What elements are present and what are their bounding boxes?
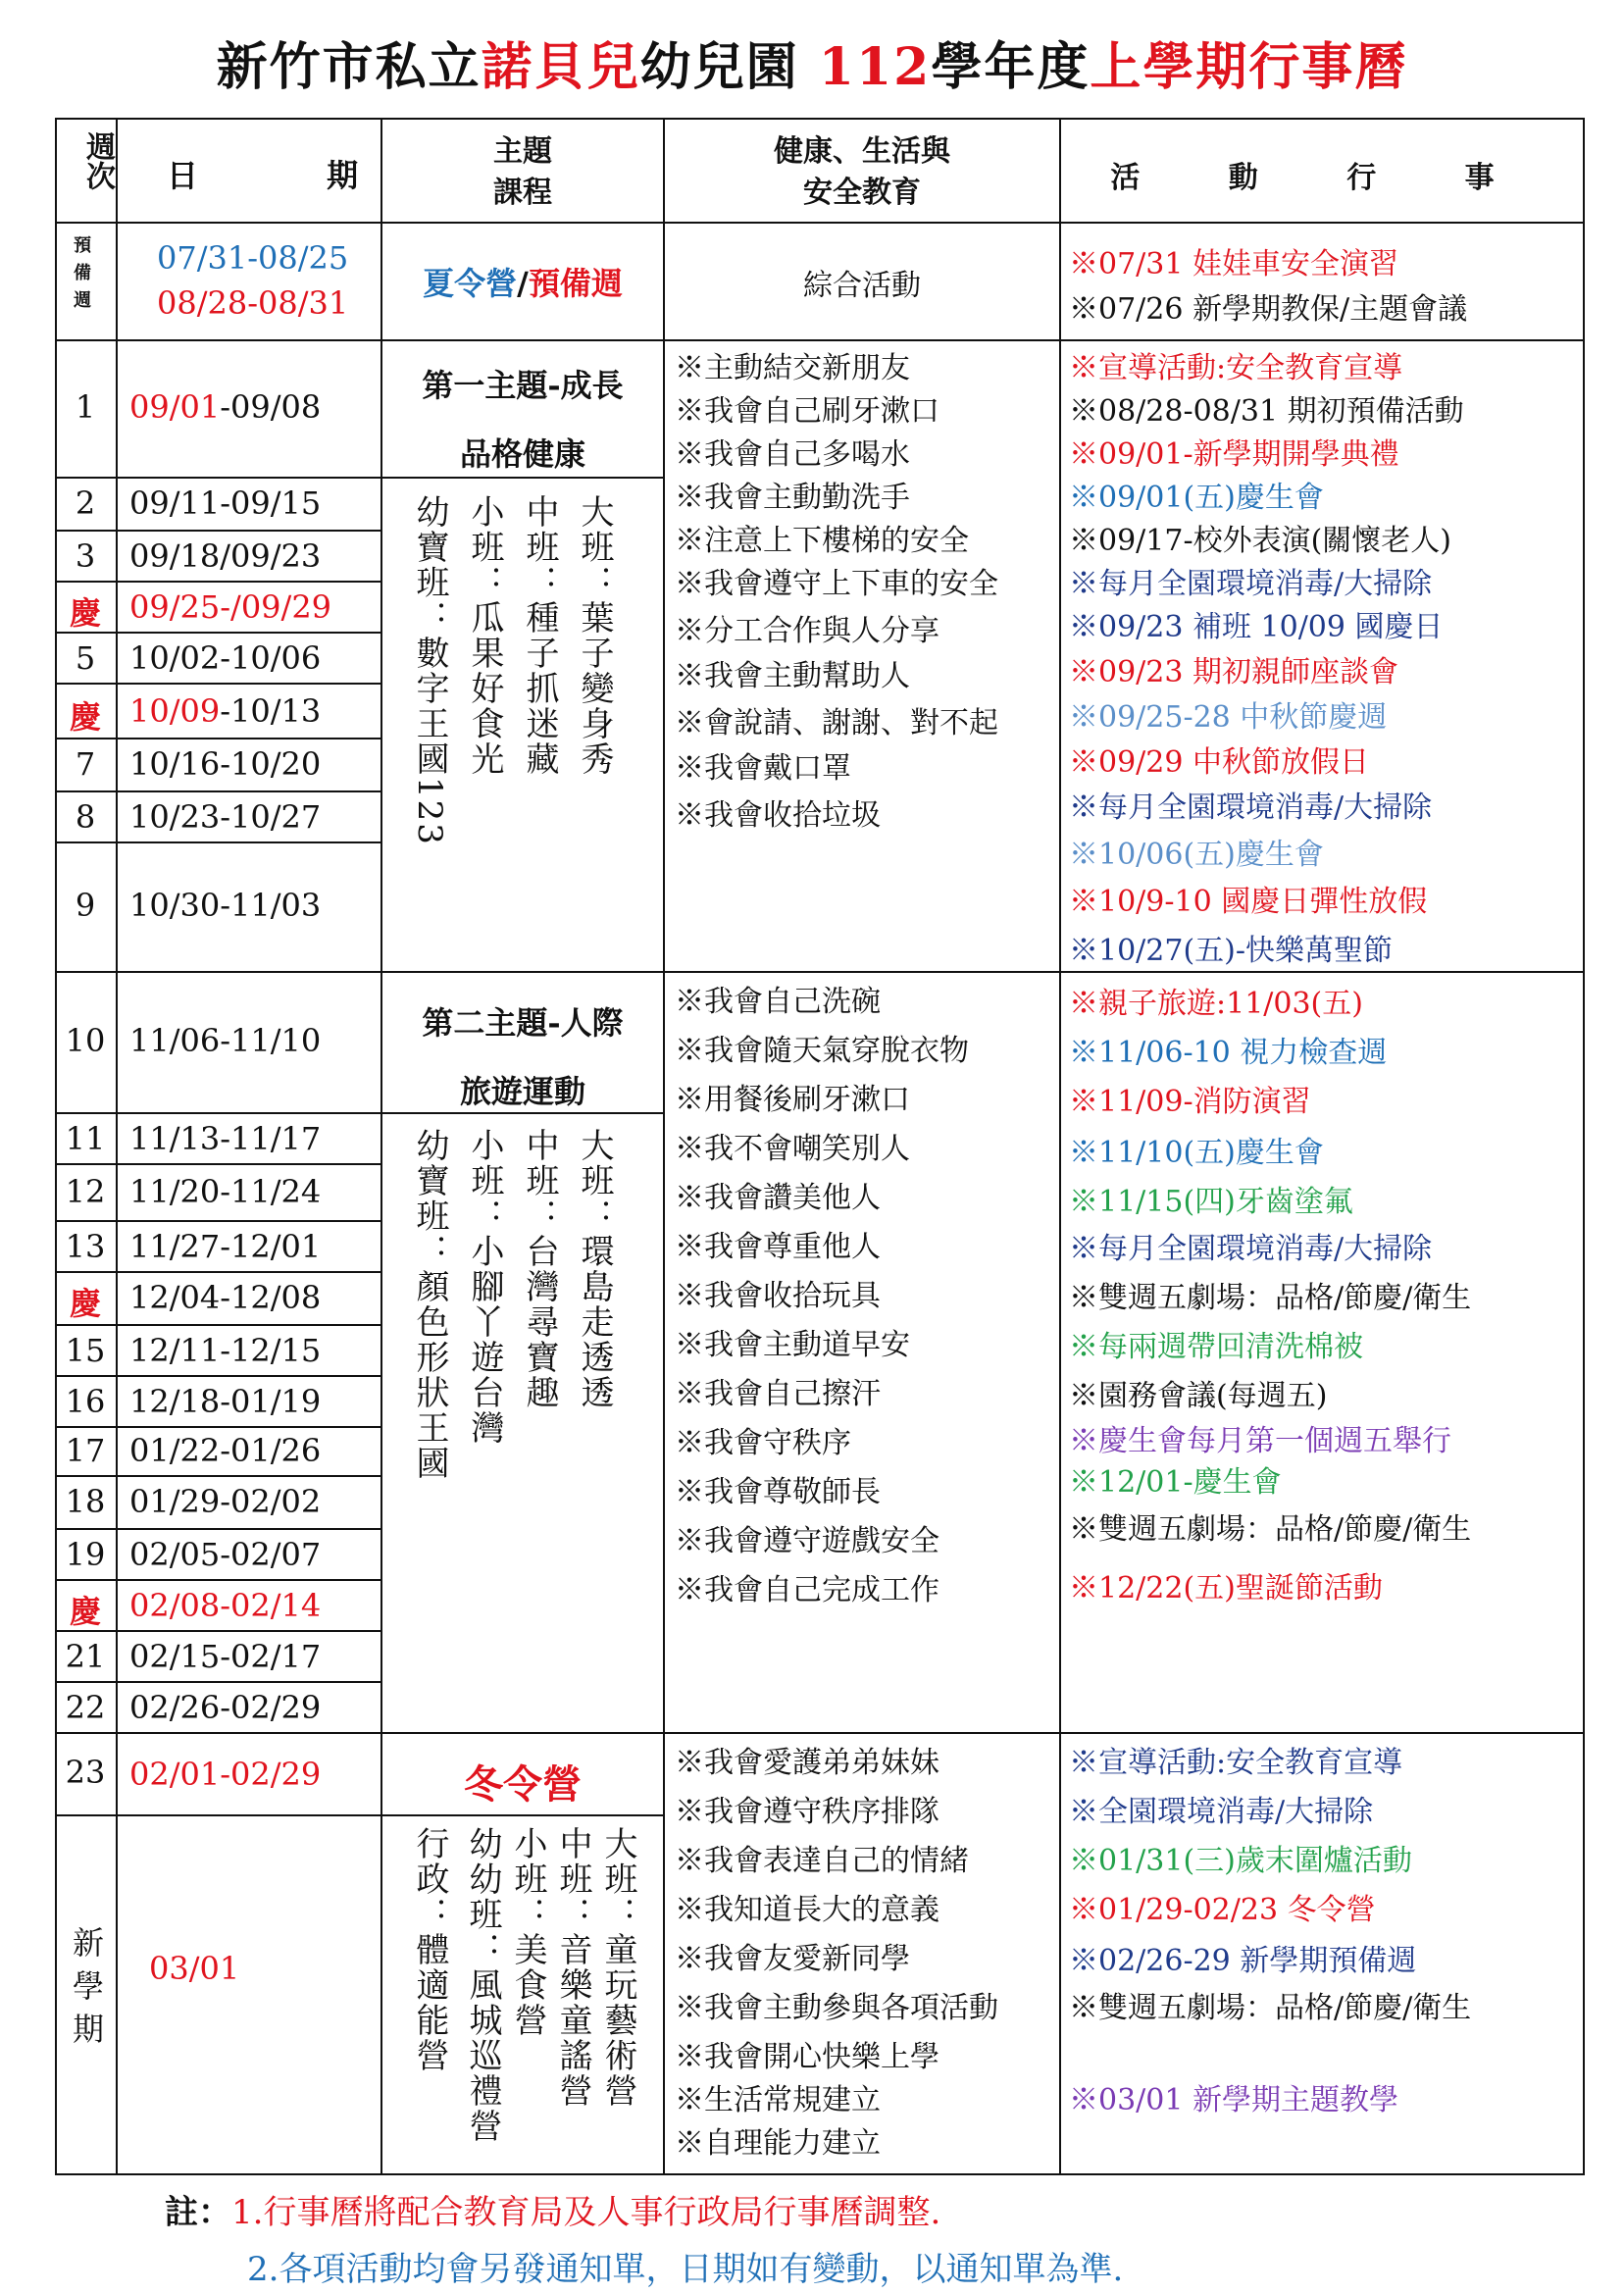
date-cell bbox=[129, 798, 321, 836]
date-cell bbox=[129, 639, 321, 677]
date-part: 09/18/09/23 bbox=[129, 537, 322, 575]
section3-theme-class-k1: 小班：美食營 bbox=[508, 1826, 547, 2038]
prep-health: 綜合活動 bbox=[803, 269, 921, 303]
header-date: 日 期 bbox=[167, 157, 418, 194]
health-item: ※注意上下樓梯的安全 bbox=[675, 524, 969, 558]
health-item: ※我不會嘲笑別人 bbox=[675, 1132, 910, 1166]
prep-activity-2: ※07/26 新學期教保/主題會議 bbox=[1069, 292, 1468, 327]
health-item: ※我會收拾玩具 bbox=[675, 1279, 881, 1313]
date-cell: 12/04-12/08 bbox=[129, 1279, 322, 1316]
activity-item: ※03/01 新學期主題教學 bbox=[1069, 2083, 1398, 2117]
activity-item: ※12/22(五)聖誕節活動 bbox=[1069, 1571, 1383, 1606]
section1-theme-class-k1: 小班：瓜果好食光 bbox=[465, 494, 504, 777]
week-cell: 15 bbox=[65, 1332, 106, 1369]
date-cell: 02/15-02/17 bbox=[129, 1638, 322, 1675]
week-cell: 13 bbox=[65, 1228, 106, 1265]
health-item: ※我會主動勤洗手 bbox=[675, 481, 910, 515]
week-cell: 2 bbox=[75, 484, 96, 522]
title-calendar: 行事曆 bbox=[1248, 37, 1408, 97]
health-item: ※我會尊重他人 bbox=[675, 1230, 881, 1264]
section1-theme-class-toddler: 幼寶班：數字王國123 bbox=[410, 494, 449, 846]
date-cell bbox=[129, 887, 321, 924]
activity-item: ※01/29-02/23 冬令營 bbox=[1069, 1893, 1376, 1927]
section3-theme-class-k3: 大班：童玩藝術營 bbox=[598, 1826, 637, 2109]
section2-theme-title: 第二主題-人際 bbox=[422, 1004, 624, 1042]
activity-item: ※親子旅遊:11/03(五) bbox=[1069, 987, 1363, 1021]
activity-item: ※09/17-校外表演(關懷老人) bbox=[1069, 524, 1451, 558]
date-part: -10/13 bbox=[220, 692, 322, 730]
health-item: ※我會自己洗碗 bbox=[675, 985, 881, 1019]
date-cell bbox=[129, 484, 321, 522]
date-part: 10/23-10/27 bbox=[129, 798, 322, 836]
date-cell: 01/22-01/26 bbox=[129, 1432, 322, 1469]
health-item: ※我會自己完成工作 bbox=[675, 1573, 939, 1607]
notes-line-1 bbox=[165, 2185, 940, 2233]
activity-item: ※09/01(五)慶生會 bbox=[1069, 481, 1324, 515]
week-cell: 21 bbox=[65, 1638, 106, 1675]
health-item: ※我會表達自己的情緒 bbox=[675, 1844, 969, 1878]
health-item: ※我會守秩序 bbox=[675, 1426, 851, 1460]
week-cell: 22 bbox=[65, 1689, 106, 1726]
section2-theme-class-k2: 中班：台灣尋寶趣 bbox=[520, 1128, 559, 1410]
prep-theme-prep-week: 預備週 bbox=[528, 265, 623, 302]
date-cell: 02/08-02/14 bbox=[129, 1587, 322, 1624]
week-cell: 1 bbox=[75, 388, 96, 426]
activity-item: ※全園環境消毒/大掃除 bbox=[1069, 1795, 1374, 1829]
activity-item: ※12/01-慶生會 bbox=[1069, 1465, 1282, 1500]
health-item: ※我會主動參與各項活動 bbox=[675, 1991, 998, 2025]
activity-item: ※02/26-29 新學期預備週 bbox=[1069, 1944, 1417, 1978]
activity-item: ※11/09-消防演習 bbox=[1069, 1085, 1311, 1119]
date-cell bbox=[129, 537, 321, 575]
activity-item: ※10/9-10 國慶日彈性放假 bbox=[1069, 885, 1428, 919]
week-cell: 8 bbox=[75, 798, 96, 836]
activity-item: ※10/06(五)慶生會 bbox=[1069, 838, 1324, 872]
section2-theme-class-k1: 小班：小腳丫遊台灣 bbox=[465, 1128, 504, 1446]
date-part: 09/11-09/15 bbox=[129, 484, 322, 522]
activity-item: ※雙週五劇場：品格/節慶/衛生 bbox=[1069, 1281, 1472, 1315]
health-item: ※我知道長大的意義 bbox=[675, 1893, 939, 1927]
health-item: ※生活常規建立 bbox=[675, 2083, 881, 2117]
activity-item: ※每月全園環境消毒/大掃除 bbox=[1069, 567, 1433, 601]
activity-item: ※09/01-新學期開學典禮 bbox=[1069, 437, 1399, 472]
date-cell: 11/27-12/01 bbox=[129, 1228, 322, 1265]
activity-item: ※每兩週帶回清洗棉被 bbox=[1069, 1330, 1363, 1364]
week-cell: 10 bbox=[65, 1022, 106, 1059]
health-item: ※我會開心快樂上學 bbox=[675, 2040, 939, 2074]
activity-item: ※11/15(四)牙齒塗氟 bbox=[1069, 1185, 1353, 1219]
health-item: ※我會遵守秩序排隊 bbox=[675, 1795, 939, 1829]
section1-theme-class-k3: 大班：葉子變身秀 bbox=[575, 494, 614, 777]
prep-week: 預備週 bbox=[71, 235, 91, 318]
prep-date-2: 08/28-08/31 bbox=[157, 284, 349, 322]
health-item: ※我會尊敬師長 bbox=[675, 1475, 881, 1509]
date-part: 10/16-10/20 bbox=[129, 745, 322, 783]
health-item: ※我會友愛新同學 bbox=[675, 1942, 910, 1976]
notes-text-1: 1.行事曆將配合教育局及人事行政局行事曆調整. bbox=[231, 2193, 941, 2232]
health-item: ※分工合作與人分享 bbox=[675, 614, 939, 648]
health-item: ※主動結交新朋友 bbox=[675, 351, 910, 385]
activity-item: ※09/25-28 中秋節慶週 bbox=[1069, 700, 1388, 735]
prep-activity-1: ※07/31 娃娃車安全演習 bbox=[1069, 247, 1398, 281]
week-cell: 9 bbox=[75, 887, 96, 924]
date-cell bbox=[129, 692, 321, 730]
notes-label: 註： bbox=[165, 2193, 231, 2232]
section1-theme-subtitle: 品格健康 bbox=[459, 435, 585, 473]
health-item: ※我會遵守遊戲安全 bbox=[675, 1524, 939, 1558]
header-activity: 活 動 行 事 bbox=[1110, 161, 1534, 195]
new-semester-week: 新學期 bbox=[68, 1926, 105, 2056]
health-item: ※我會主動幫助人 bbox=[675, 659, 910, 693]
week-cell: 12 bbox=[65, 1173, 106, 1210]
date-cell: 11/13-11/17 bbox=[129, 1120, 322, 1157]
activity-item: ※09/23 期初親師座談會 bbox=[1069, 655, 1398, 689]
health-item: ※自理能力建立 bbox=[675, 2126, 881, 2161]
health-item: ※用餐後刷牙漱口 bbox=[675, 1083, 910, 1117]
section3-theme-winter-camp: 冬令營 bbox=[464, 1761, 582, 1808]
prep-theme-separator: / bbox=[517, 265, 529, 302]
new-semester-date: 03/01 bbox=[149, 1950, 240, 1987]
header-health: 健康、生活與 安全教育 bbox=[774, 134, 950, 210]
date-part: 10/30-11/03 bbox=[129, 887, 322, 924]
title-semester: 上學期 bbox=[1090, 37, 1249, 97]
section2-theme-class-toddler: 幼寶班：顏色形狀王國 bbox=[410, 1128, 449, 1481]
date-part: 10/02-10/06 bbox=[129, 639, 322, 677]
activity-item: ※慶生會每月第一個週五舉行 bbox=[1069, 1424, 1451, 1458]
activity-item: ※01/31(三)歲末圍爐活動 bbox=[1069, 1844, 1412, 1878]
header-theme: 主題 課程 bbox=[493, 134, 552, 210]
week-cell: 18 bbox=[65, 1483, 106, 1520]
header-week: 週次 bbox=[80, 131, 115, 190]
date-part: -09/08 bbox=[220, 388, 322, 426]
activity-item: ※09/29 中秋節放假日 bbox=[1069, 745, 1369, 780]
holiday-week-cell: 慶 bbox=[69, 594, 101, 632]
activity-item: ※每月全園環境消毒/大掃除 bbox=[1069, 790, 1433, 825]
title-school-prefix: 新竹市私立 bbox=[216, 37, 482, 97]
date-cell: 12/11-12/15 bbox=[129, 1332, 322, 1369]
date-cell bbox=[129, 388, 321, 426]
date-cell: 02/01-02/29 bbox=[129, 1756, 322, 1793]
activity-item: ※雙週五劇場：品格/節慶/衛生 bbox=[1069, 1512, 1472, 1547]
date-cell: 02/05-02/07 bbox=[129, 1536, 322, 1573]
activity-item: ※園務會議(每週五) bbox=[1069, 1379, 1328, 1413]
date-part-red: 09/01 bbox=[129, 388, 221, 426]
date-cell bbox=[129, 588, 331, 626]
activity-item: ※11/06-10 視力檢查週 bbox=[1069, 1036, 1388, 1070]
week-cell: 19 bbox=[65, 1536, 106, 1573]
week-cell: 7 bbox=[75, 745, 96, 783]
date-part-red: 09/25-/09/29 bbox=[129, 588, 332, 626]
health-item: ※我會自己刷牙漱口 bbox=[675, 394, 939, 429]
week-cell: 5 bbox=[75, 639, 96, 677]
section2-theme-subtitle: 旅遊運動 bbox=[459, 1073, 585, 1110]
activity-item: ※11/10(五)慶生會 bbox=[1069, 1136, 1324, 1170]
date-cell: 01/29-02/02 bbox=[129, 1483, 322, 1520]
activity-item: ※09/23 補班 10/09 國慶日 bbox=[1069, 610, 1444, 644]
holiday-week-cell: 慶 bbox=[69, 1593, 101, 1630]
notes-line-2: 2.各項活動均會另發通知單，日期如有變動，以通知單為準. bbox=[247, 2250, 1124, 2289]
health-item: ※我會戴口罩 bbox=[675, 751, 851, 786]
section2-theme-class-k3: 大班：環島走透透 bbox=[575, 1128, 614, 1410]
prep-theme-summer-camp: 夏令營 bbox=[423, 265, 518, 302]
title-school-type: 幼兒園 bbox=[639, 37, 819, 97]
activity-item: ※08/28-08/31 期初預備活動 bbox=[1069, 394, 1464, 429]
section3-theme-class-toddler: 幼幼班：風城巡禮營 bbox=[463, 1826, 502, 2144]
week-cell: 16 bbox=[65, 1383, 106, 1420]
date-cell: 11/06-11/10 bbox=[129, 1022, 322, 1059]
activity-item: ※每月全園環境消毒/大掃除 bbox=[1069, 1232, 1433, 1266]
activity-item: ※10/27(五)-快樂萬聖節 bbox=[1069, 934, 1393, 968]
week-cell: 23 bbox=[65, 1754, 106, 1791]
activity-item: ※宣導活動:安全教育宣導 bbox=[1069, 351, 1403, 385]
section3-theme-admin: 行政：體適能營 bbox=[410, 1826, 449, 2073]
holiday-week-cell: 慶 bbox=[69, 698, 101, 736]
section3-theme-class-k2: 中班：音樂童謠營 bbox=[553, 1826, 592, 2109]
date-cell bbox=[129, 745, 321, 783]
date-part-red: 10/09 bbox=[129, 692, 221, 730]
health-item: ※我會收拾垃圾 bbox=[675, 798, 881, 833]
date-cell: 02/26-02/29 bbox=[129, 1689, 322, 1726]
prep-theme bbox=[382, 259, 663, 304]
prep-date-1: 07/31-08/25 bbox=[157, 239, 349, 277]
title-school-name: 諾貝兒 bbox=[481, 37, 640, 97]
activity-item: ※宣導活動:安全教育宣導 bbox=[1069, 1746, 1403, 1780]
date-cell: 12/18-01/19 bbox=[129, 1383, 322, 1420]
activity-item: ※雙週五劇場：品格/節慶/衛生 bbox=[1069, 1991, 1472, 2025]
date-cell: 11/20-11/24 bbox=[129, 1173, 322, 1210]
title-year: 112 bbox=[818, 37, 932, 97]
title-academic-year: 學年度 bbox=[931, 37, 1091, 97]
health-item: ※我會遵守上下車的安全 bbox=[675, 567, 998, 601]
week-cell: 3 bbox=[75, 537, 96, 575]
health-item: ※我會自己多喝水 bbox=[675, 437, 910, 472]
health-item: ※我會隨天氣穿脫衣物 bbox=[675, 1034, 969, 1068]
health-item: ※我會愛護弟弟妹妹 bbox=[675, 1746, 939, 1780]
health-item: ※我會自己擦汗 bbox=[675, 1377, 881, 1411]
health-item: ※我會主動道早安 bbox=[675, 1328, 910, 1362]
week-cell: 17 bbox=[65, 1432, 106, 1469]
holiday-week-cell: 慶 bbox=[69, 1285, 101, 1322]
health-item: ※會說請、謝謝、對不起 bbox=[675, 706, 998, 740]
health-item: ※我會讚美他人 bbox=[675, 1181, 881, 1215]
section1-theme-title: 第一主題-成長 bbox=[422, 367, 624, 404]
section1-theme-class-k2: 中班：種子抓迷藏 bbox=[520, 494, 559, 777]
page-title bbox=[0, 25, 1624, 99]
week-cell: 11 bbox=[65, 1120, 106, 1157]
